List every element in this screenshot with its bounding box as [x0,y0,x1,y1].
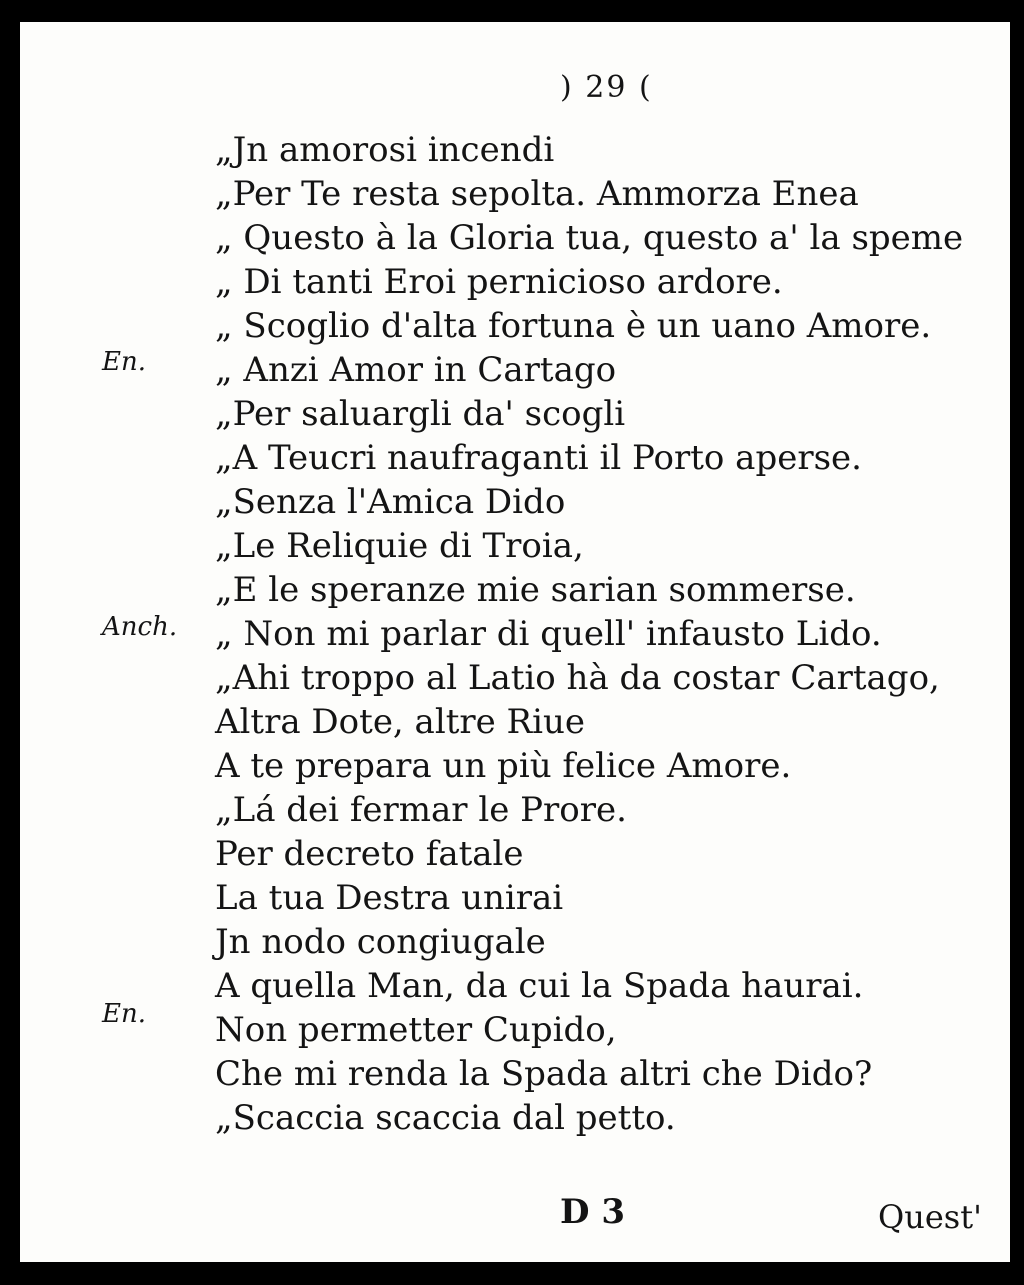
verse-line: Jn nodo congiugale [215,922,546,962]
verse-line: „Lá dei fermar le Prore. [215,790,627,830]
verse-line: Altra Dote, altre Riue [215,702,586,742]
verse-line: „ Anzi Amor in Cartago [215,350,617,390]
speaker-label: Anch. [102,612,178,642]
verse-line: „Scaccia scaccia dal petto. [215,1098,676,1138]
speaker-label: En. [102,999,146,1029]
book-page [20,22,1010,1262]
verse-line: „Per Te resta sepolta. Ammorza Enea [215,174,859,214]
verse-line: „Senza l'Amica Dido [215,482,566,522]
verse-line: „ Questo à la Gloria tua, questo a' la speme [215,218,964,258]
page-number: ) 29 ( [560,70,653,105]
signature-mark: D 3 [560,1192,625,1232]
verse-line: „A Teucri naufraganti il Porto aperse. [215,438,862,478]
verse-line: „Ahi troppo al Latio hà da costar Cartago, [215,658,940,698]
verse-line: Non permetter Cupido, [215,1010,617,1050]
catchword: Quest' [878,1198,982,1236]
verse-line: „ Di tanti Eroi pernicioso ardore. [215,262,783,302]
verse-line: „ Scoglio d'alta fortuna è un uano Amore. [215,306,932,346]
speaker-label: En. [102,347,146,377]
verse-line: Che mi renda la Spada altri che Dido? [215,1054,873,1094]
verse-line: „Le Reliquie di Troia, [215,526,584,566]
verse-line: A quella Man, da cui la Spada haurai. [215,966,864,1006]
verse-line: „ Non mi parlar di quell' infausto Lido. [215,614,882,654]
verse-line: A te prepara un più felice Amore. [215,746,792,786]
verse-line: „Per saluargli da' scogli [215,394,626,434]
verse-line: „E le speranze mie sarian sommerse. [215,570,856,610]
verse-line: La tua Destra unirai [215,878,564,918]
verse-line: „Jn amorosi incendi [215,130,555,170]
verse-line: Per decreto fatale [215,834,524,874]
